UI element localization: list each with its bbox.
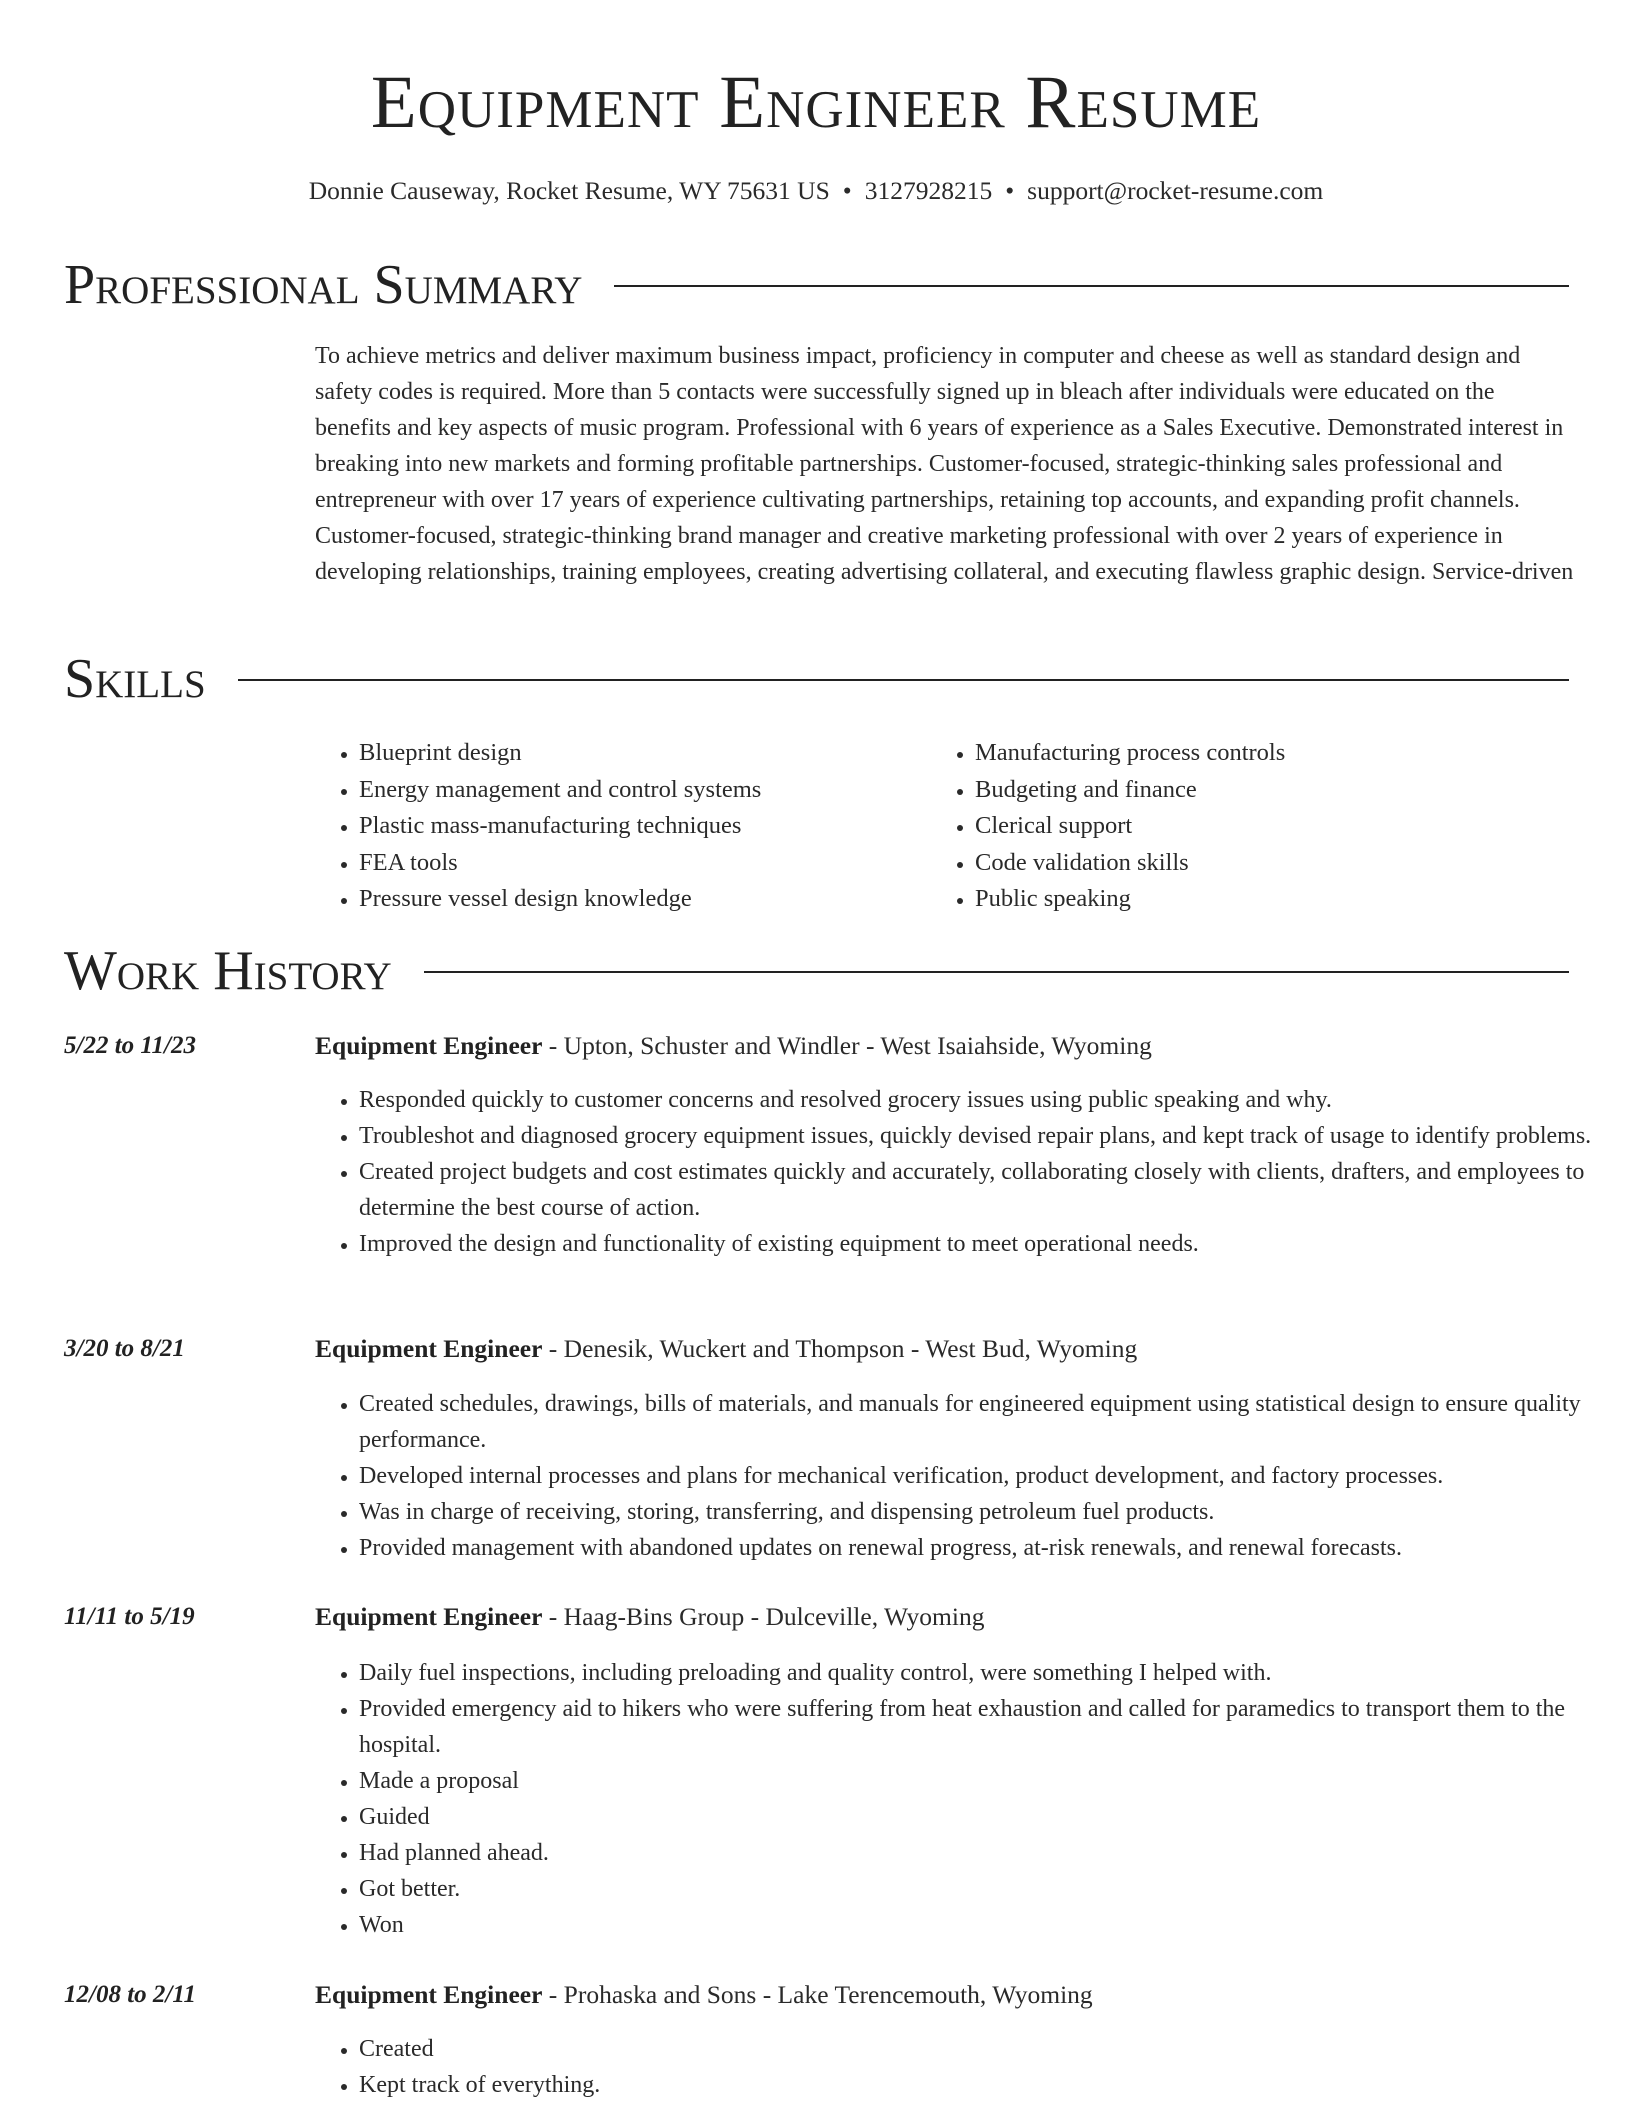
job-bullet: • Guided bbox=[359, 1799, 1619, 1835]
work-heading: Work History bbox=[64, 940, 392, 1002]
job-title: Equipment Engineer bbox=[315, 1980, 543, 2009]
job-header bbox=[315, 1979, 1093, 2011]
skills-list-left bbox=[315, 735, 919, 918]
summary-text: To achieve metrics and deliver maximum business impact, proficiency in computer and cheese as well as standard design and safety codes is required. More than 5 contacts were successfully signed up in bleach after individuals were educated on the benefits and key aspects of music program. Professional with 6 years of experience as a Sales Executive. Demonstrated interest in breaking into new markets and forming profitable partnerships. Customer-focused, strategic-thinking sales professional and entrepreneur with over 17 years of experience cultivating partnerships, retaining top accounts, and expanding profit channels. Customer-focused, strategic-thinking brand manager and creative marketing professional with over 2 years of experience in developing relationships, training employees, creating advertising collateral, and executing flawless graphic design. Service-driven bbox=[315, 343, 1574, 585]
skill-item: • Plastic mass-manufacturing techniques bbox=[359, 808, 919, 845]
job-bullet: • Provided management with abandoned updates on renewal progress, at-risk renewals, and renewal forecasts. bbox=[359, 1530, 1619, 1566]
job-header bbox=[315, 1601, 984, 1633]
skill-item: • Public speaking bbox=[975, 881, 1595, 918]
job-bullet: • Created schedules, drawings, bills of materials, and manuals for engineered equipment using statistical design to ensure quality performance. bbox=[359, 1386, 1619, 1458]
job-dates: 3/20 to 8/21 bbox=[64, 1335, 185, 1362]
work-section-header bbox=[64, 939, 1569, 1003]
resume-title: Equipment Engineer Resume bbox=[370, 61, 1262, 144]
job-bullets bbox=[315, 1655, 1619, 1943]
job-details: - Prohaska and Sons - Lake Terencemouth, Wyoming bbox=[542, 1980, 1093, 2009]
job-bullet: • Troubleshot and diagnosed grocery equipment issues, quickly devised repair plans, and kept track of usage to identify problems. bbox=[359, 1118, 1619, 1154]
contact-email[interactable]: support@rocket-resume.com bbox=[1027, 176, 1324, 205]
skill-item: • Manufacturing process controls bbox=[975, 735, 1595, 772]
skill-item: • FEA tools bbox=[359, 845, 919, 882]
summary-section-header bbox=[64, 253, 1569, 317]
skill-item: • Clerical support bbox=[975, 808, 1595, 845]
contact-phone: 3127928215 bbox=[864, 176, 993, 205]
job-dates: 12/08 to 2/11 bbox=[64, 1981, 196, 2008]
job-bullet: • Was in charge of receiving, storing, transferring, and dispensing petroleum fuel products. bbox=[359, 1494, 1619, 1530]
contact-address: Donnie Causeway, Rocket Resume, WY 75631 US bbox=[308, 176, 830, 205]
job-details: - Upton, Schuster and Windler - West Isaiahside, Wyoming bbox=[542, 1031, 1152, 1060]
skill-item: • Blueprint design bbox=[359, 735, 919, 772]
job-title: Equipment Engineer bbox=[315, 1334, 543, 1363]
job-title: Equipment Engineer bbox=[315, 1031, 543, 1060]
job-bullets bbox=[315, 2031, 1619, 2103]
job-dates: 5/22 to 11/23 bbox=[64, 1032, 196, 1059]
job-bullet: • Kept track of everything. bbox=[359, 2067, 1619, 2103]
summary-heading: Professional Summary bbox=[64, 254, 583, 316]
job-details: - Haag-Bins Group - Dulceville, Wyoming bbox=[542, 1602, 985, 1631]
skills-heading: Skills bbox=[64, 648, 206, 710]
contact-line bbox=[0, 176, 1632, 206]
skill-item: • Budgeting and finance bbox=[975, 772, 1595, 809]
skill-item: • Code validation skills bbox=[975, 845, 1595, 882]
section-divider bbox=[238, 679, 1569, 681]
job-bullets bbox=[315, 1082, 1619, 1262]
job-bullet: • Won bbox=[359, 1907, 1619, 1943]
job-dates: 11/11 to 5/19 bbox=[64, 1603, 195, 1630]
skills-list-right bbox=[931, 735, 1595, 918]
skill-item: • Pressure vessel design knowledge bbox=[359, 881, 919, 918]
job-bullet: • Created project budgets and cost estimates quickly and accurately, collaborating closely with clients, drafters, and employees to determine the best course of action. bbox=[359, 1154, 1619, 1226]
skills-section-header bbox=[64, 647, 1569, 711]
job-bullet: • Improved the design and functionality of existing equipment to meet operational needs. bbox=[359, 1226, 1619, 1262]
job-bullet: • Daily fuel inspections, including preloading and quality control, were something I helped with. bbox=[359, 1655, 1619, 1691]
job-bullet: • Provided emergency aid to hikers who were suffering from heat exhaustion and called for paramedics to transport them to the hospital. bbox=[359, 1691, 1619, 1763]
job-details: - Denesik, Wuckert and Thompson - West Bud, Wyoming bbox=[542, 1334, 1138, 1363]
job-bullets bbox=[315, 1386, 1619, 1566]
job-bullet: • Got better. bbox=[359, 1871, 1619, 1907]
contact-separator: • bbox=[842, 176, 852, 205]
section-divider bbox=[614, 285, 1569, 287]
job-bullet: • Created bbox=[359, 2031, 1619, 2067]
job-bullet: • Developed internal processes and plans for mechanical verification, product development, and factory processes. bbox=[359, 1458, 1619, 1494]
job-header bbox=[315, 1030, 1152, 1062]
job-bullet: • Responded quickly to customer concerns and resolved grocery issues using public speaking and why. bbox=[359, 1082, 1619, 1118]
job-title: Equipment Engineer bbox=[315, 1602, 543, 1631]
job-bullet: • Made a proposal bbox=[359, 1763, 1619, 1799]
job-header bbox=[315, 1333, 1137, 1365]
job-bullet: • Had planned ahead. bbox=[359, 1835, 1619, 1871]
skill-item: • Energy management and control systems bbox=[359, 772, 919, 809]
contact-separator: • bbox=[1005, 176, 1015, 205]
section-divider bbox=[424, 971, 1569, 973]
